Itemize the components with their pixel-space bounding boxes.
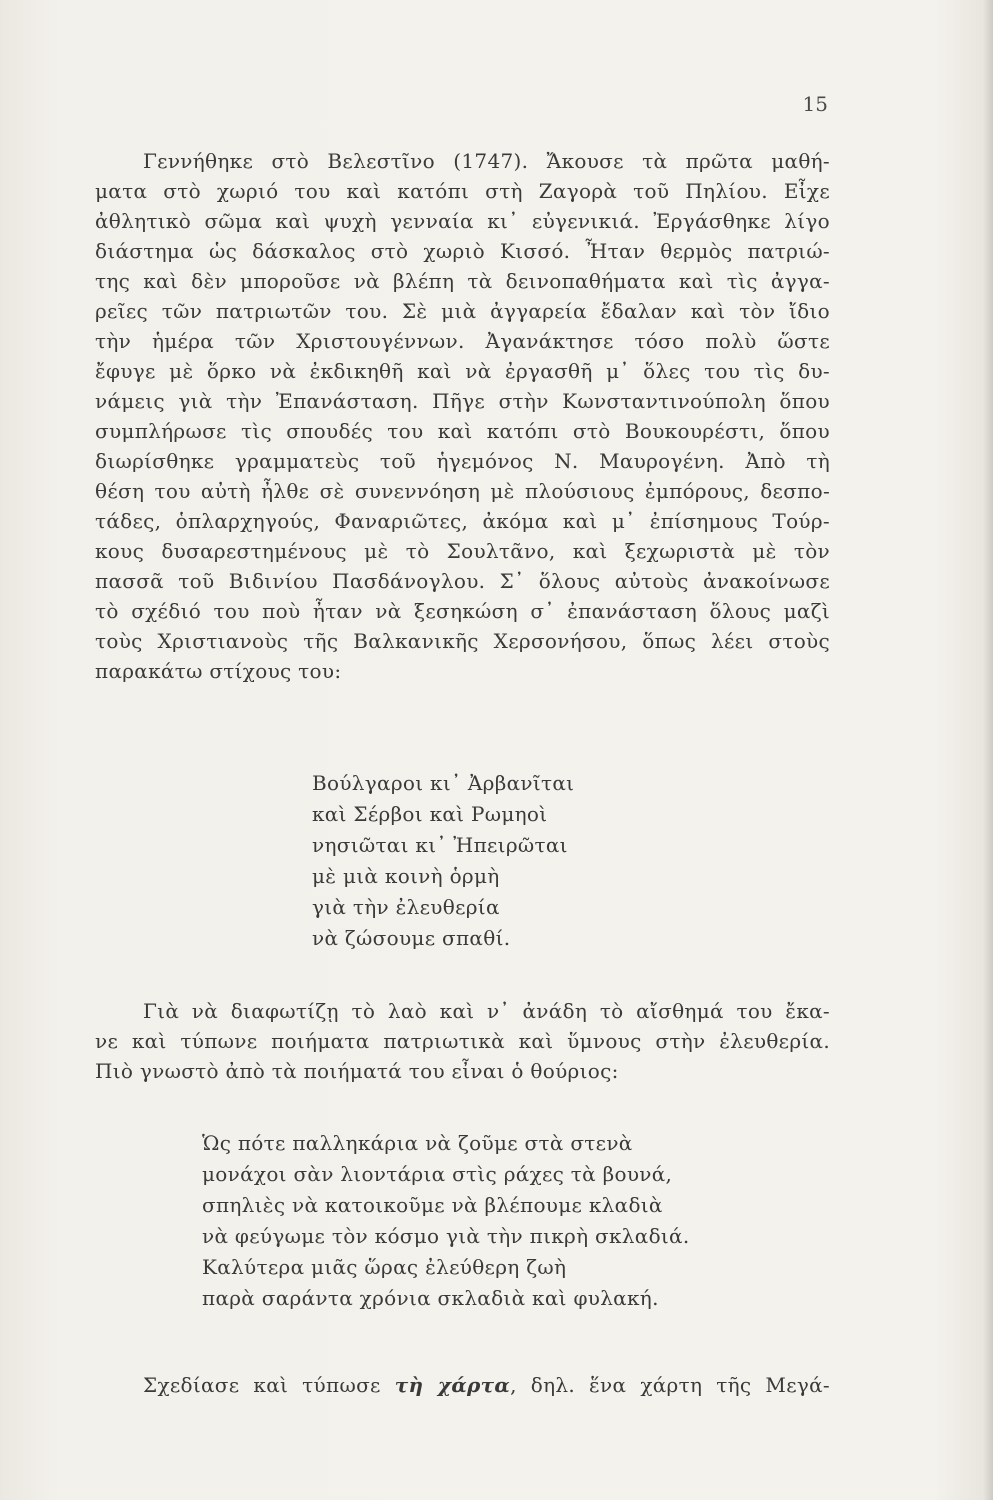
- text-line: ἀθλητικὸ σῶμα καὶ ψυχὴ γενναία κι᾽ εὐγενικιά. Ἐργάσθηκε λίγο: [95, 209, 830, 233]
- text-segment: Σχεδίασε καὶ τύπωσε: [143, 1373, 395, 1397]
- text-line: κους δυσαρεστημένους μὲ τὸ Σουλτᾶνο, καὶ ξεχωριστὰ μὲ τὸν: [95, 539, 830, 563]
- verse-line: Ὡς πότε παλληκάρια νὰ ζοῦμε στὰ στενὰ: [202, 1131, 633, 1155]
- verse-line: Καλύτερα μιᾶς ὥρας ἐλεύθερη ζωὴ: [202, 1255, 567, 1279]
- paragraph-map: [95, 1370, 830, 1400]
- text-line: Πιὸ γνωστὸ ἀπὸ τὰ ποιήματά του εἶναι ὁ θούριος:: [95, 1059, 619, 1083]
- verse-line: νησιῶται κι᾽ Ἠπειρῶται: [312, 833, 568, 857]
- text-line: διάστημα ὡς δάσκαλος στὸ χωριὸ Κισσό. Ἦταν θερμὸς πατριώ-: [95, 239, 830, 263]
- text-line: ρεῖες τῶν πατριωτῶν του. Σὲ μιὰ ἀγγαρεία ἔδαλαν καὶ τὸν ἴδιο: [95, 299, 830, 323]
- verse-line: γιὰ τὴν ἐλευθερία: [312, 895, 500, 919]
- verse-line: καὶ Σέρβοι καὶ Ρωμηοὶ: [312, 802, 548, 826]
- verse-line: μὲ μιὰ κοινὴ ὁρμὴ: [312, 864, 500, 888]
- text-segment: , δηλ. ἕνα χάρτη τῆς Μεγά-: [510, 1373, 830, 1397]
- poem-stanza-thourios: [202, 1128, 690, 1314]
- text-line: τὸ σχέδιό του ποὺ ἦταν νὰ ξεσηκώση σ᾽ ἐπανάσταση ὅλους μαζὶ: [95, 599, 830, 623]
- text-line: πασσᾶ τοῦ Βιδινίου Πασδάνογλου. Σ᾽ ὅλους αὐτοὺς ἀνακοίνωσε: [95, 569, 830, 593]
- text-line: Γεννήθηκε στὸ Βελεστῖνο (1747). Ἄκουσε τὰ πρῶτα μαθή-: [143, 149, 830, 173]
- text-line: συμπλήρωσε τὶς σπουδές του καὶ κατόπι στὸ Βουκουρέστι, ὅπου: [95, 419, 830, 443]
- poem-stanza-1: [312, 768, 574, 954]
- text-line: νάμεις γιὰ τὴν Ἐπανάσταση. Πῆγε στὴν Κωνσταντινούπολη ὅπου: [95, 389, 830, 413]
- text-line: ματα στὸ χωριό του καὶ κατόπι στὴ Ζαγορὰ τοῦ Πηλίου. Εἶχε: [95, 179, 830, 203]
- verse-line: νὰ ζώσουμε σπαθί.: [312, 926, 511, 950]
- text-line: της καὶ δὲν μποροῦσε νὰ βλέπη τὰ δεινοπαθήματα καὶ τὶς ἀγγα-: [95, 269, 830, 293]
- text-line: νε καὶ τύπωνε ποιήματα πατριωτικὰ καὶ ὕμνους στὴν ἐλευθερία.: [95, 1029, 830, 1053]
- verse-line: σπηλιὲς νὰ κατοικοῦμε νὰ βλέπουμε κλαδιὰ: [202, 1193, 663, 1217]
- text-line: τὴν ἡμέρα τῶν Χριστουγέννων. Ἀγανάκτησε τόσο πολὺ ὥστε: [95, 329, 830, 353]
- text-line: διωρίσθηκε γραμματεὺς τοῦ ἡγεμόνος Ν. Μαυρογένη. Ἀπὸ τὴ: [95, 449, 830, 473]
- page-edge-shadow: [983, 0, 993, 1500]
- text-line: [95, 1370, 830, 1400]
- verse-line: νὰ φεύγωμε τὸν κόσμο γιὰ τὴν πικρὴ σκλαδιά.: [202, 1224, 690, 1248]
- text-line: Γιὰ νὰ διαφωτίζῃ τὸ λαὸ καὶ ν᾽ ἀνάδη τὸ αἴσθημά του ἔκα-: [143, 999, 830, 1023]
- text-line: τοὺς Χριστιανοὺς τῆς Βαλκανικῆς Χερσονήσου, ὅπως λέει στοὺς: [95, 629, 830, 653]
- text-line: παρακάτω στίχους του:: [95, 659, 342, 683]
- verse-line: Βούλγαροι κι᾽ Ἀρβανῖται: [312, 771, 575, 795]
- verse-line: μονάχοι σὰν λιοντάρια στὶς ράχες τὰ βουνά,: [202, 1162, 673, 1186]
- text-line: θέση του αὐτὴ ἦλθε σὲ συνεννόηση μὲ πλούσιους ἐμπόρους, δεσπο-: [95, 479, 830, 503]
- page-number: 15: [802, 92, 828, 116]
- emphasis-map-title: τὴ χάρτα: [394, 1373, 511, 1397]
- paragraph-poems: [95, 996, 830, 1086]
- text-line: ἔφυγε μὲ ὅρκο νὰ ἐκδικηθῆ καὶ νὰ ἐργασθῆ μ᾽ ὅλες του τὶς δυ-: [95, 359, 830, 383]
- paragraph-biography: [95, 146, 830, 686]
- text-line: τάδες, ὁπλαρχηγούς, Φαναριῶτες, ἀκόμα καὶ μ᾽ ἐπίσημους Τούρ-: [95, 509, 830, 533]
- verse-line: παρὰ σαράντα χρόνια σκλαδιὰ καὶ φυλακή.: [202, 1286, 659, 1310]
